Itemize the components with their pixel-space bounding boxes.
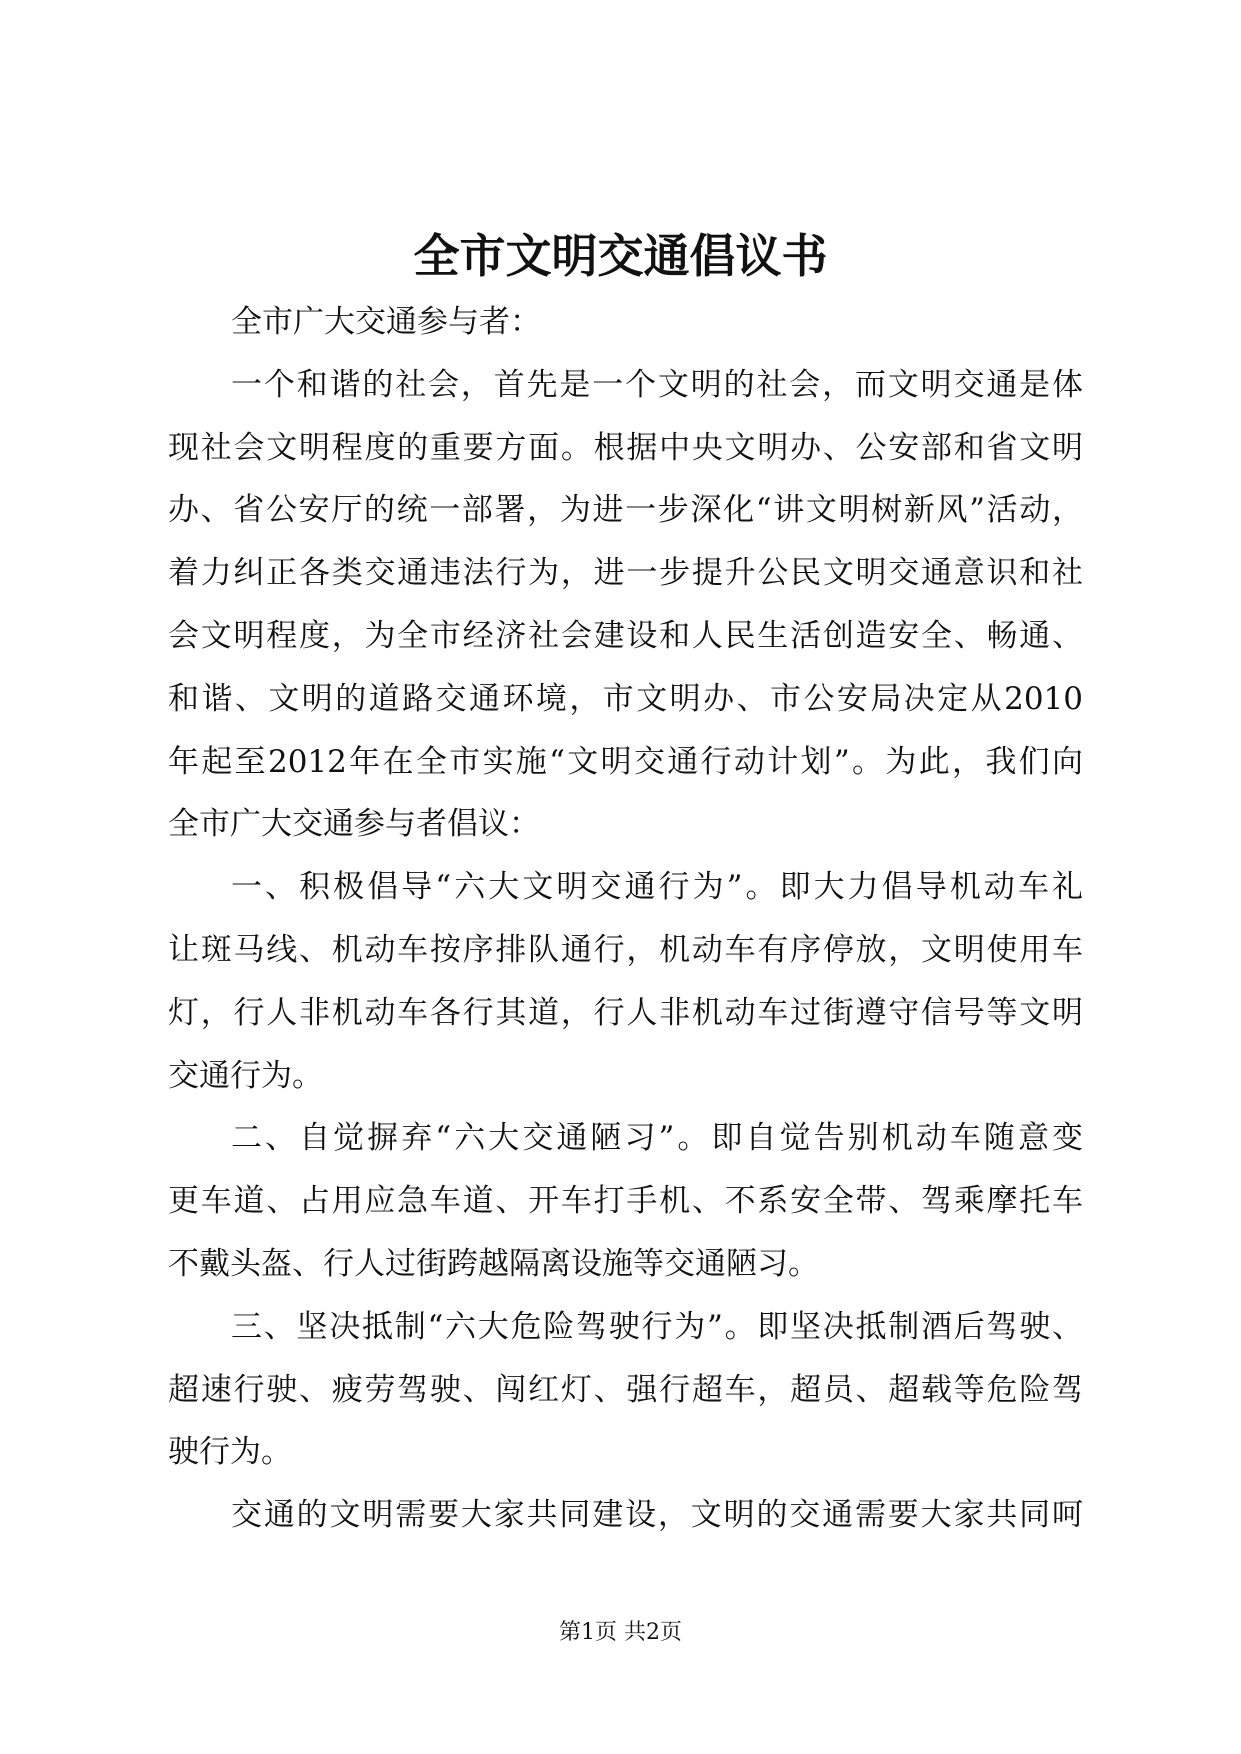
paragraph-line: 一个和谐的社会，首先是一个文明的社会，而文明交通是体 xyxy=(231,366,1083,403)
paragraph-line: 会文明程度，为全市经济社会建设和人民生活创造安全、畅通、 xyxy=(168,617,1083,654)
paragraph-line: 一、积极倡导“六大文明交通行为”。即大力倡导机动车礼 xyxy=(231,869,1083,906)
paragraph xyxy=(168,1489,1083,1552)
paragraph-line: 更车道、占用应急车道、开车打手机、不系安全带、驾乘摩托车 xyxy=(168,1183,1083,1220)
paragraph-line: 让斑马线、机动车按序排队通行，机动车有序停放，文明使用车 xyxy=(168,931,1083,968)
document-body xyxy=(168,296,1083,1552)
paragraph-line: 交通行为。 xyxy=(168,1057,323,1094)
salutation: 全市广大交通参与者： xyxy=(231,304,541,340)
paragraph-line: 全市广大交通参与者倡议： xyxy=(168,806,540,843)
paragraph xyxy=(168,861,1083,1112)
paragraph-line: 和谐、文明的道路交通环境，市文明办、市公安局决定从2010 xyxy=(168,680,1083,717)
paragraph-line: 年起至2012年在全市实施“文明交通行动计划”。为此，我们向 xyxy=(168,743,1083,780)
paragraph-line: 现社会文明程度的重要方面。根据中央文明办、公安部和省文明 xyxy=(168,429,1083,466)
paragraph-line: 不戴头盔、行人过街跨越隔离设施等交通陋习。 xyxy=(168,1245,819,1282)
paragraph-line: 二、自觉摒弃“六大交通陋习”。即自觉告别机动车随意变 xyxy=(231,1120,1083,1157)
paragraph-line: 交通的文明需要大家共同建设，文明的交通需要大家共同呵 xyxy=(231,1497,1083,1534)
page-indicator: 第1页 共2页 xyxy=(559,1620,682,1645)
paragraphs xyxy=(168,359,1083,1552)
paragraph-line: 三、坚决抵制“六大危险驾驶行为”。即坚决抵制酒后驾驶、 xyxy=(231,1308,1083,1345)
paragraph-line: 超速行驶、疲劳驾驶、闯红灯、强行超车，超员、超载等危险驾 xyxy=(168,1371,1083,1408)
paragraph xyxy=(168,1301,1083,1489)
document-title: 全市文明交通倡议书 xyxy=(413,229,828,283)
paragraph-line: 着力纠正各类交通违法行为，进一步提升公民文明交通意识和社 xyxy=(168,555,1083,592)
paragraph-line: 办、省公安厅的统一部署，为进一步深化“讲文明树新风”活动， xyxy=(168,492,1083,529)
paragraph xyxy=(168,359,1083,861)
paragraph-line: 灯，行人非机动车各行其道，行人非机动车过街遵守信号等文明 xyxy=(168,994,1083,1031)
paragraph xyxy=(168,1112,1083,1300)
paragraph-line: 驶行为。 xyxy=(168,1434,292,1471)
